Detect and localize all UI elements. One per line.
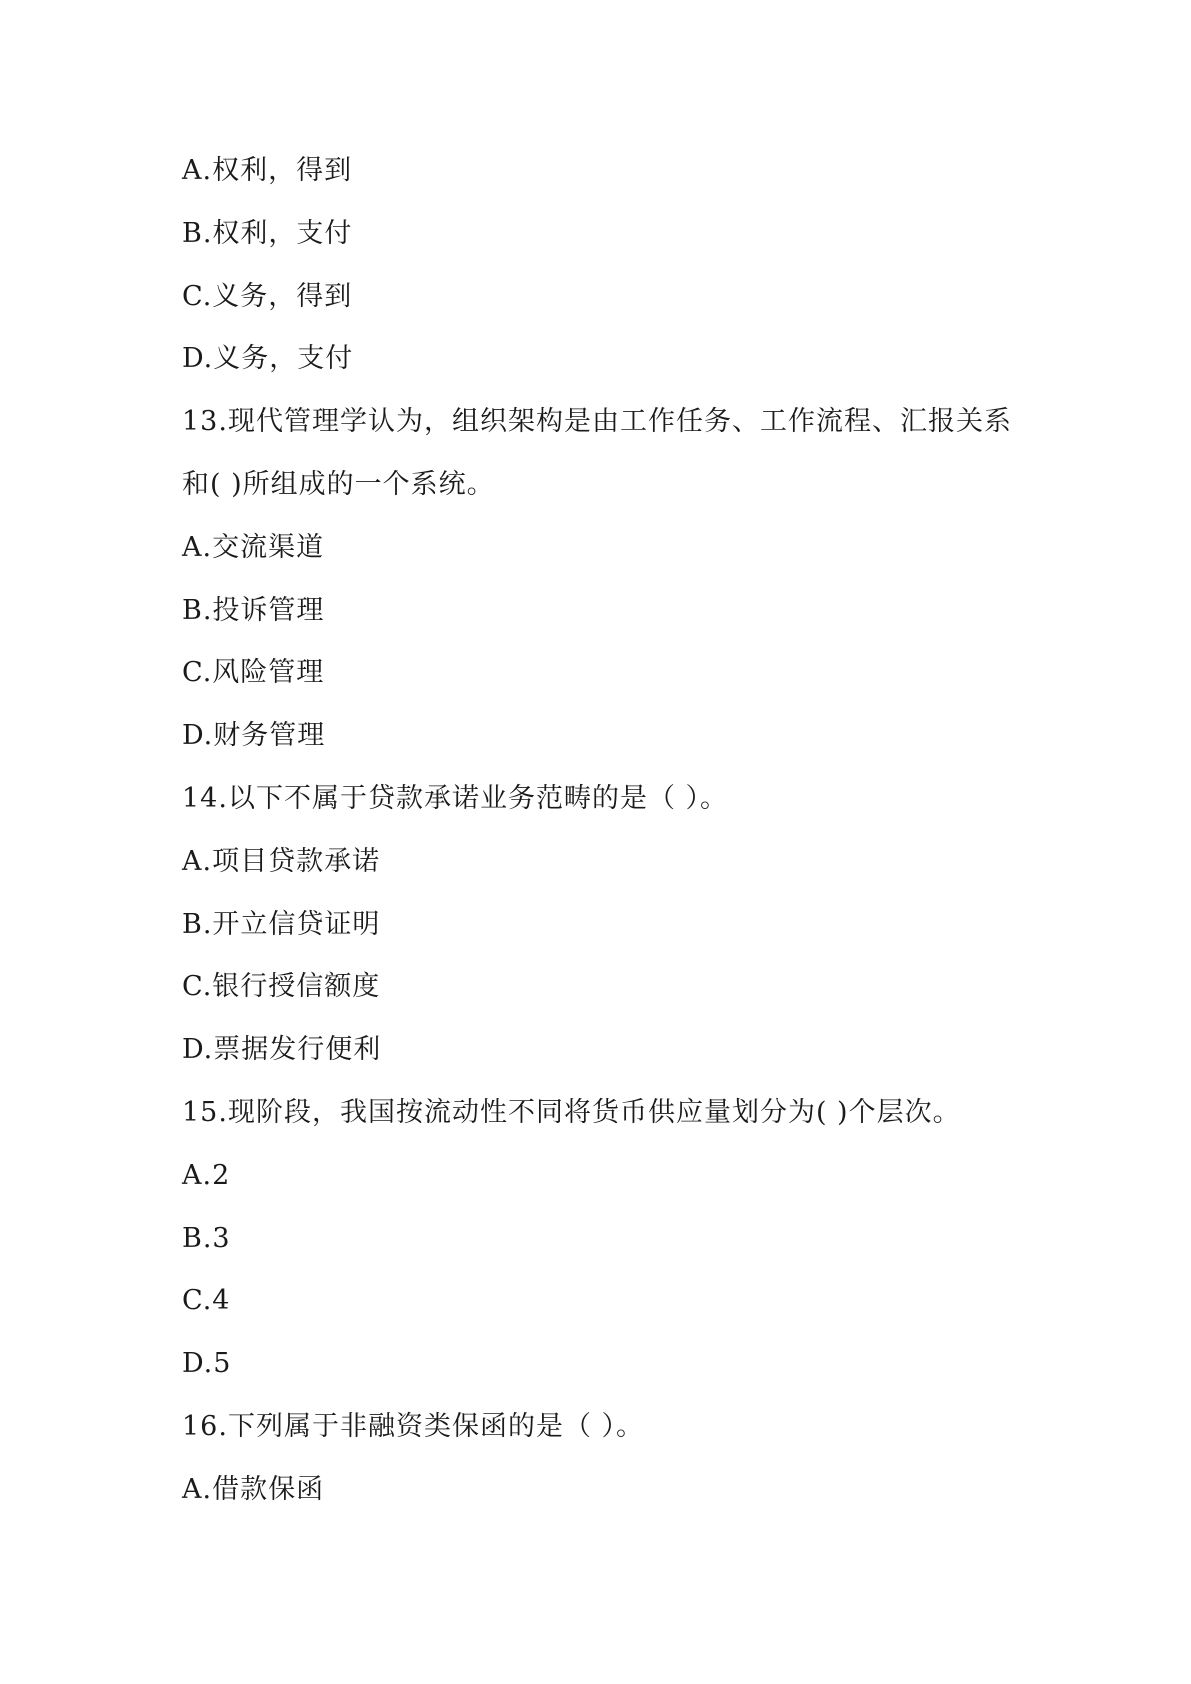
option-12b: B.权利，支付 bbox=[182, 217, 353, 249]
option-13a: A.交流渠道 bbox=[182, 531, 325, 563]
option-12c: C.义务，得到 bbox=[182, 280, 353, 312]
document-body bbox=[182, 140, 1022, 1522]
option-15a: A.2 bbox=[182, 1159, 231, 1191]
option-16a: A.借款保函 bbox=[182, 1473, 325, 1505]
option-14b: B.开立信贷证明 bbox=[182, 908, 381, 940]
question-14: 14.以下不属于贷款承诺业务范畴的是（ ）。 bbox=[182, 782, 729, 814]
option-12d: D.义务，支付 bbox=[182, 343, 354, 375]
option-15d: D.5 bbox=[182, 1348, 232, 1380]
option-14c: C.银行授信额度 bbox=[182, 971, 381, 1003]
option-13c: C.风险管理 bbox=[182, 657, 325, 689]
option-14a: A.项目贷款承诺 bbox=[182, 845, 381, 877]
option-14d: D.票据发行便利 bbox=[182, 1034, 382, 1066]
question-13-line-2: 和( )所组成的一个系统。 bbox=[182, 468, 495, 500]
question-13-line-1: 13.现代管理学认为，组织架构是由工作任务、工作流程、汇报关系 bbox=[182, 406, 1012, 438]
option-13d: D.财务管理 bbox=[182, 720, 326, 752]
question-16: 16.下列属于非融资类保函的是（ ）。 bbox=[182, 1410, 645, 1442]
question-15: 15.现阶段，我国按流动性不同将货币供应量划分为( )个层次。 bbox=[182, 1096, 961, 1128]
option-15b: B.3 bbox=[182, 1222, 231, 1254]
option-13b: B.投诉管理 bbox=[182, 594, 325, 626]
option-15c: C.4 bbox=[182, 1285, 231, 1317]
option-12a: A.权利，得到 bbox=[182, 155, 353, 186]
